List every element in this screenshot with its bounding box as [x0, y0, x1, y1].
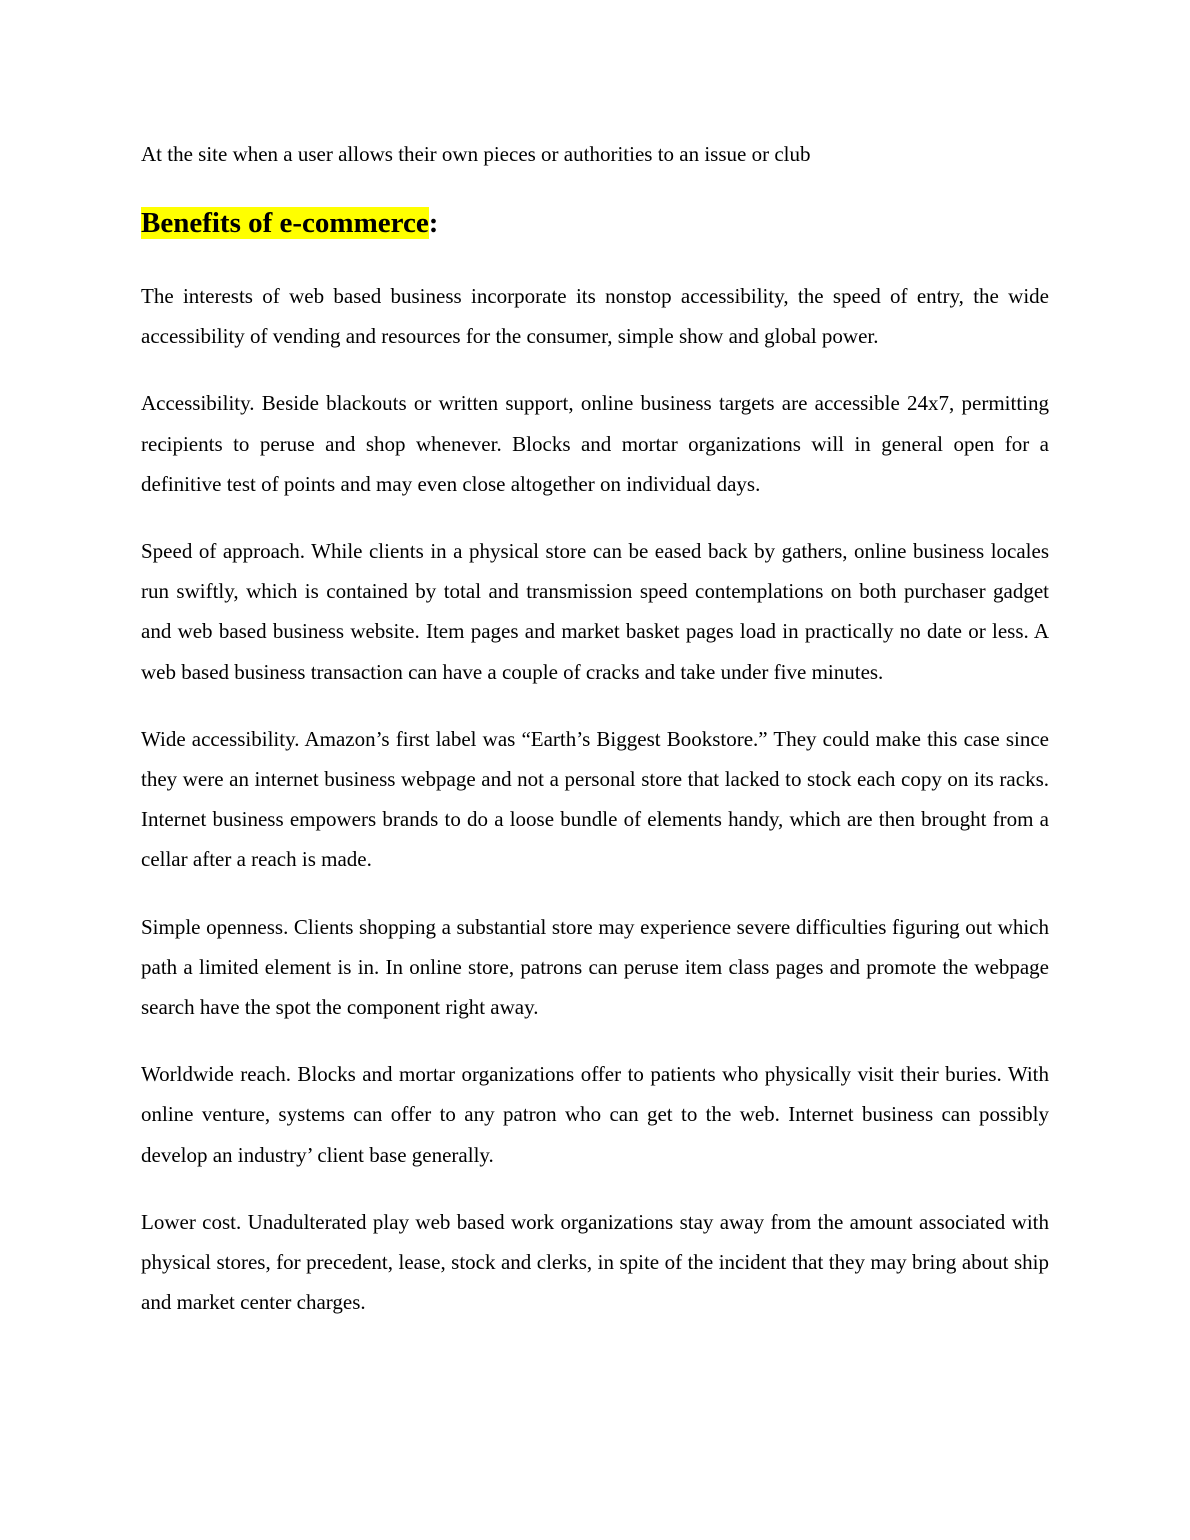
heading-colon: : — [428, 207, 439, 239]
paragraph-worldwide-reach: Worldwide reach. Blocks and mortar organizations offer to patients who physically visit their buries. With online venture, systems can offer to any patron who can get to the web. Internet business can possibly develop an industry’ client base generally. — [141, 1062, 1049, 1167]
intro-line: At the site when a user allows their own pieces or authorities to an issue or club — [141, 142, 811, 166]
paragraph-overview: The interests of web based business incorporate its nonstop accessibility, the speed of entry, the wide accessibility of vending and resources for the consumer, simple show and global power. — [141, 284, 1049, 349]
paragraph-wide-accessibility: Wide accessibility. Amazon’s first label was “Earth’s Biggest Bookstore.” They could make this case since they were an internet business webpage and not a personal store that lacked to stock each copy on its racks. Internet business empowers brands to do a loose bundle of elements handy, which are then brought from a cellar after a reach is made. — [141, 726, 1049, 872]
paragraph-simple-openness: Simple openness. Clients shopping a substantial store may experience severe difficulties figuring out which path a limited element is in. In online store, patrons can peruse item class pages and promote the webpage search have the spot the component right away. — [141, 914, 1049, 1020]
paragraph-speed-of-approach: Speed of approach. While clients in a physical store can be eased back by gathers, online business locales run swiftly, which is contained by total and transmission speed contemplations on both purchaser gadget and web based business website. Item pages and market basket pages load in practically no date or less. A web based business transaction can have a couple of cracks and take under five minutes. — [141, 539, 1049, 684]
highlighted-heading-text: Benefits of e-commerce — [141, 207, 429, 239]
document-body — [141, 134, 1049, 1322]
paragraph-accessibility: Accessibility. Beside blackouts or written support, online business targets are accessible 24x7, permitting recipients to peruse and shop whenever. Blocks and mortar organizations will in general open for a definitive test of points and may even close altogether on individual days. — [141, 391, 1049, 496]
section-heading — [141, 203, 1049, 243]
paragraph-lower-cost: Lower cost. Unadulterated play web based work organizations stay away from the amount associated with physical stores, for precedent, lease, stock and clerks, in spite of the incident that they may bring about ship and market center charges. — [141, 1209, 1049, 1315]
